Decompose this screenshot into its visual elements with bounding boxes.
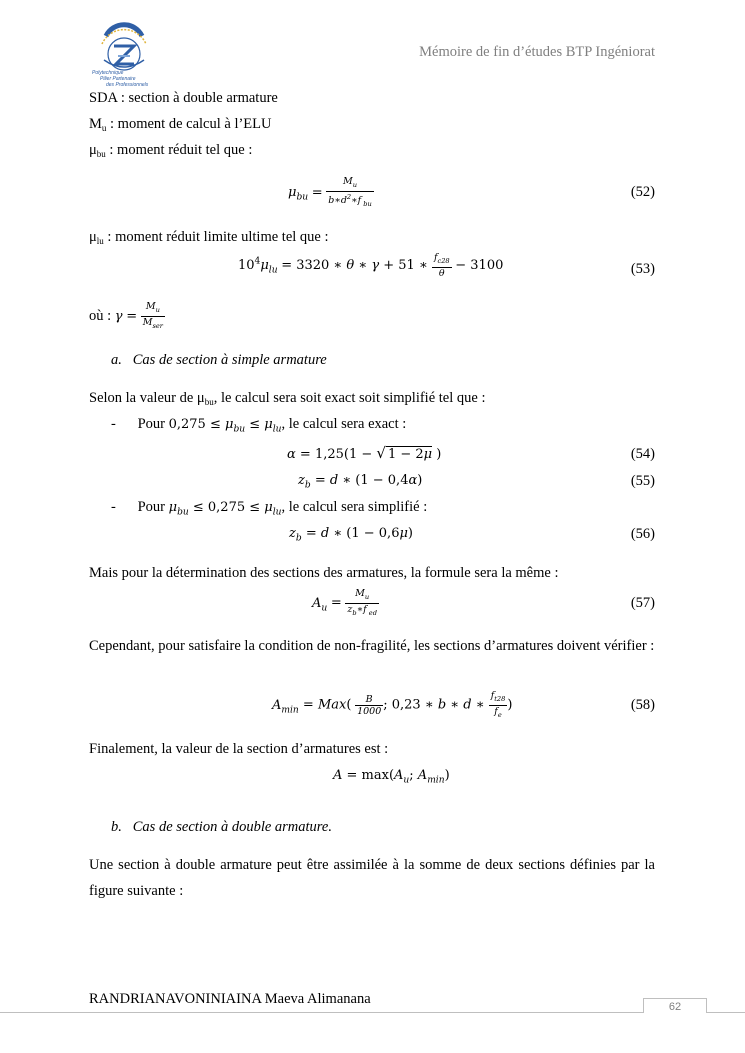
eq58-fraction-b: $\frac{B}{1000}$ [357,693,382,717]
mu-subscript: u [101,123,107,133]
mais-paragraph: Mais pour la détermination des sections des armatures, la formule sera la même : [89,565,559,581]
equation-number-52: (52) [630,184,655,200]
une-section-paragraph: Une section à double armature peut être assimilée à la somme de deux sections définies par la figure suivante : [89,857,655,899]
mubu-description: : moment réduit tel que : [105,142,253,158]
logo-caption-3: des Professionnels [106,82,149,88]
section-b-heading: b. Cas de section à double armature. [111,819,332,835]
logo-caption-1: Polytechnique [92,70,124,76]
eq52-fraction: $\frac{M_u}{b∗d^2∗f _{bu}}$ [328,176,372,208]
equation-number-55: (55) [630,473,655,489]
mubu-definition [89,142,252,159]
gamma-fraction: $\frac{M_u}{M_{ser}}$ [142,301,163,330]
header-title: Mémoire de fin d’études BTP Ingéniorat [419,44,655,60]
mulu-description: : moment réduit limite ultime tel que : [103,229,329,245]
gamma-definition: où : γ = $\frac{M_u}{M_{ser}}$ [89,301,163,330]
eq53-fraction: $\frac{f_{c28}}{\theta}$ [433,252,450,279]
equation-54: α = 1,25(1 − √ 1 − 2μ ) [287,444,442,462]
selon-subscript: bu [204,397,214,407]
footer-author: RANDRIANAVONINIAINA Maeva Alimanana [89,991,371,1007]
equation-number-58: (58) [630,697,655,713]
pour-simplified-prefix: - Pour [111,499,169,515]
school-logo [92,14,156,92]
logo-caption-2: Pilier Partenaire [100,76,136,82]
ou-label: où : [89,307,115,324]
page-number: 62 [668,1001,682,1013]
equation-52: $\mu_{bu}$ = $\frac{M_u}{b∗d^2∗f _{bu}}$ [288,176,372,208]
pour-simplified-item: - Pour $\mu_{bu} \le 0,275 \le \mu_{lu}$, le calcul sera simplifié : [111,499,428,518]
equation-number-57: (57) [630,595,655,611]
cependant-paragraph: Cependant, pour satisfaire la condition de non-fragilité, les sections d’armatures doivent vérifier : [89,638,655,654]
mulu-subscript: lu [96,236,104,246]
page-number-box [643,998,707,1013]
mulu-definition [89,229,329,246]
equation-number-56: (56) [630,526,655,542]
mulu-symbol: μ [89,229,97,245]
equation-number-53: (53) [630,261,655,277]
pour-exact-item: - Pour $0,275 \le \mu_{bu} \le \mu_{lu}$, le calcul sera exact : [111,416,407,435]
selon-text-end: , le calcul sera soit exact soit simplifié tel que : [213,390,486,406]
sda-definition: SDA : section à double armature [89,90,278,106]
footer-rule [0,1012,745,1013]
pour-simplified-suffix: , le calcul sera simplifié : [281,499,428,515]
selon-paragraph [89,390,485,407]
mubu-symbol: μ [89,142,97,158]
selon-text-start: Selon la valeur de μ [89,390,205,406]
eq58-fraction-f: $\frac{f_{t28}}{f_e}$ [490,690,506,719]
pour-exact-suffix: , le calcul sera exact : [281,416,407,432]
equation-53: $10^4\mu_{lu} = 3320$ ∗ θ ∗ γ + 51 ∗ $\frac{f_{c28}}{\theta}$ − 3100 [238,252,504,279]
equation-final-section: $A = \max(A_u$; $A_{min}$) [333,768,450,786]
section-a-heading: a. Cas de section à simple armature [111,352,327,368]
equation-55: $z_b = d$ ∗ (1 − 0,4α) [298,473,423,491]
eq57-fraction: $\frac{M_u}{z_b∗f _{ed}}$ [347,588,377,617]
equation-56: $z_b = d$ ∗ (1 − 0,6μ) [289,526,413,544]
mu-symbol: M [89,116,102,132]
pour-exact-prefix: - Pour [111,416,169,432]
mu-description: : moment de calcul à l’ELU [106,116,272,132]
equation-58: $A_{min} = Max$( $\frac{B}{1000}$ ; 0,23 ∗ b ∗ d ∗ $\frac{f_{t28}}{f_e}$ ) [272,690,513,719]
equation-number-54: (54) [630,446,655,462]
finalement-paragraph: Finalement, la valeur de la section d’armatures est : [89,741,389,757]
equation-57: $A_u$ = $\frac{M_u}{z_b∗f _{ed}}$ [312,588,377,617]
mubu-subscript: bu [96,149,106,159]
mu-definition [89,116,272,133]
